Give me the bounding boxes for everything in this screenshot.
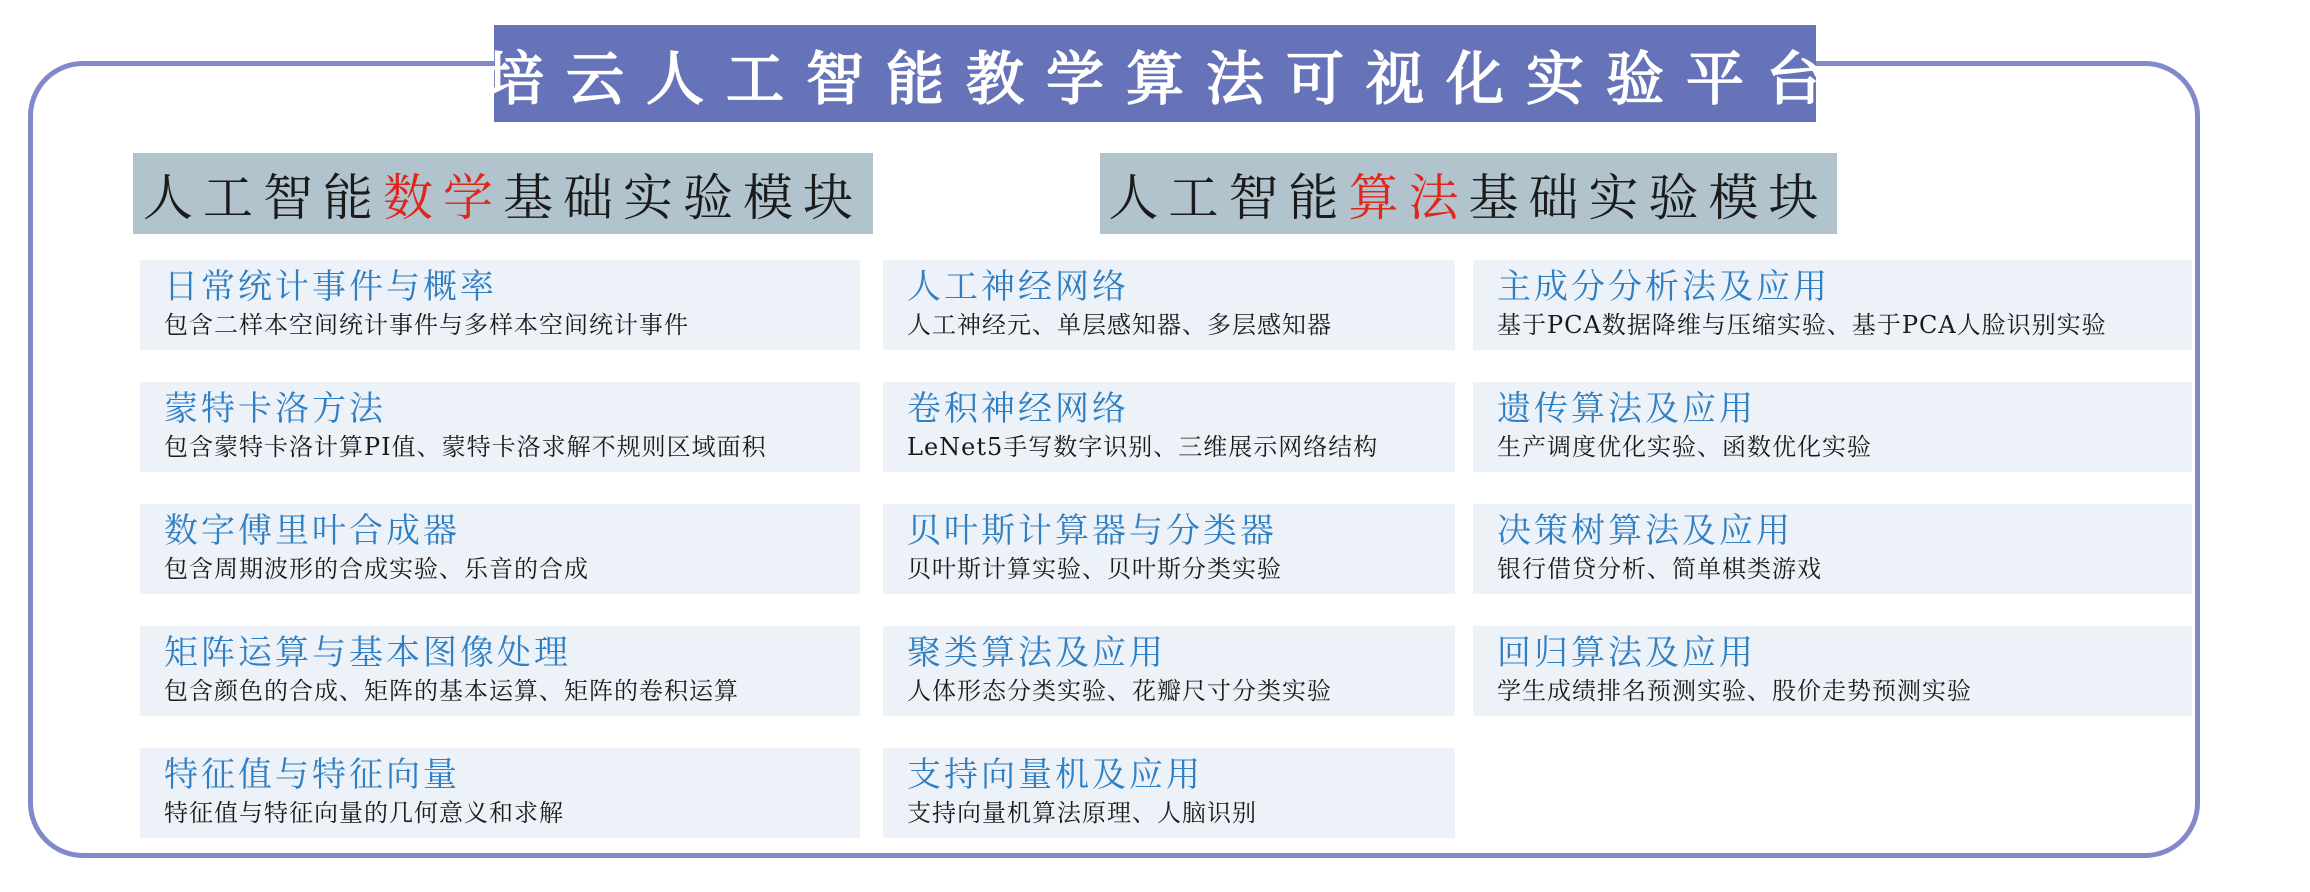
module-title: 数字傅里叶合成器 — [164, 511, 460, 551]
platform-title: 培云人工智能教学算法可视化实验平台 — [486, 44, 1847, 113]
module-desc: 人工神经元、单层感知器、多层感知器 — [907, 310, 1332, 339]
module-desc: 基于PCA数据降维与压缩实验、基于PCA人脸识别实验 — [1497, 310, 2107, 339]
module-card-matrix-image-processing[interactable] — [140, 626, 860, 716]
module-desc: 包含周期波形的合成实验、乐音的合成 — [164, 554, 589, 583]
module-desc: 生产调度优化实验、函数优化实验 — [1497, 432, 1872, 461]
section-header-highlight: 算法 — [1348, 168, 1469, 227]
module-title: 矩阵运算与基本图像处理 — [164, 633, 571, 673]
platform-title-banner — [486, 25, 1847, 122]
section-header-algorithm — [1100, 153, 1837, 234]
module-desc: 特征值与特征向量的几何意义和求解 — [164, 798, 564, 827]
module-card-clustering[interactable] — [883, 626, 1455, 716]
module-desc: 支持向量机算法原理、人脑识别 — [907, 798, 1257, 827]
module-title: 蒙特卡洛方法 — [164, 389, 386, 429]
module-desc: 银行借贷分析、简单棋类游戏 — [1497, 554, 1822, 583]
section-header-highlight: 数学 — [383, 168, 503, 227]
module-title: 特征值与特征向量 — [164, 755, 460, 795]
module-title: 支持向量机及应用 — [907, 755, 1203, 795]
module-card-svm[interactable] — [883, 748, 1455, 838]
module-desc: 包含二样本空间统计事件与多样本空间统计事件 — [164, 310, 689, 339]
module-title: 贝叶斯计算器与分类器 — [907, 511, 1277, 551]
module-card-pca[interactable] — [1473, 260, 2192, 350]
section-header-prefix: 人工智能 — [143, 168, 383, 227]
module-card-fourier-synthesizer[interactable] — [140, 504, 860, 594]
module-title: 日常统计事件与概率 — [164, 267, 497, 307]
module-desc: 包含颜色的合成、矩阵的基本运算、矩阵的卷积运算 — [164, 676, 739, 705]
section-header-math — [133, 153, 873, 234]
section-header-prefix: 人工智能 — [1108, 168, 1349, 227]
module-card-monte-carlo[interactable] — [140, 382, 860, 472]
module-desc: 包含蒙特卡洛计算PI值、蒙特卡洛求解不规则区域面积 — [164, 432, 767, 461]
module-card-genetic-algorithm[interactable] — [1473, 382, 2192, 472]
module-card-regression[interactable] — [1473, 626, 2192, 716]
module-title: 回归算法及应用 — [1497, 633, 1756, 673]
module-desc: 学生成绩排名预测实验、股价走势预测实验 — [1497, 676, 1972, 705]
module-card-bayes[interactable] — [883, 504, 1455, 594]
module-card-statistics-probability[interactable] — [140, 260, 860, 350]
module-title: 决策树算法及应用 — [1497, 511, 1793, 551]
module-desc: 贝叶斯计算实验、贝叶斯分类实验 — [907, 554, 1282, 583]
module-title: 卷积神经网络 — [907, 389, 1129, 429]
module-card-eigenvalues-eigenvectors[interactable] — [140, 748, 860, 838]
module-card-decision-tree[interactable] — [1473, 504, 2192, 594]
module-title: 人工神经网络 — [907, 267, 1129, 307]
module-title: 聚类算法及应用 — [907, 633, 1166, 673]
module-title: 遗传算法及应用 — [1497, 389, 1756, 429]
module-card-neural-network[interactable] — [883, 260, 1455, 350]
section-header-suffix: 基础实验模块 — [503, 168, 863, 227]
section-header-suffix: 基础实验模块 — [1468, 168, 1829, 227]
module-desc: LeNet5手写数字识别、三维展示网络结构 — [907, 432, 1379, 461]
module-title: 主成分分析法及应用 — [1497, 267, 1830, 307]
module-desc: 人体形态分类实验、花瓣尺寸分类实验 — [907, 676, 1332, 705]
module-card-cnn[interactable] — [883, 382, 1455, 472]
